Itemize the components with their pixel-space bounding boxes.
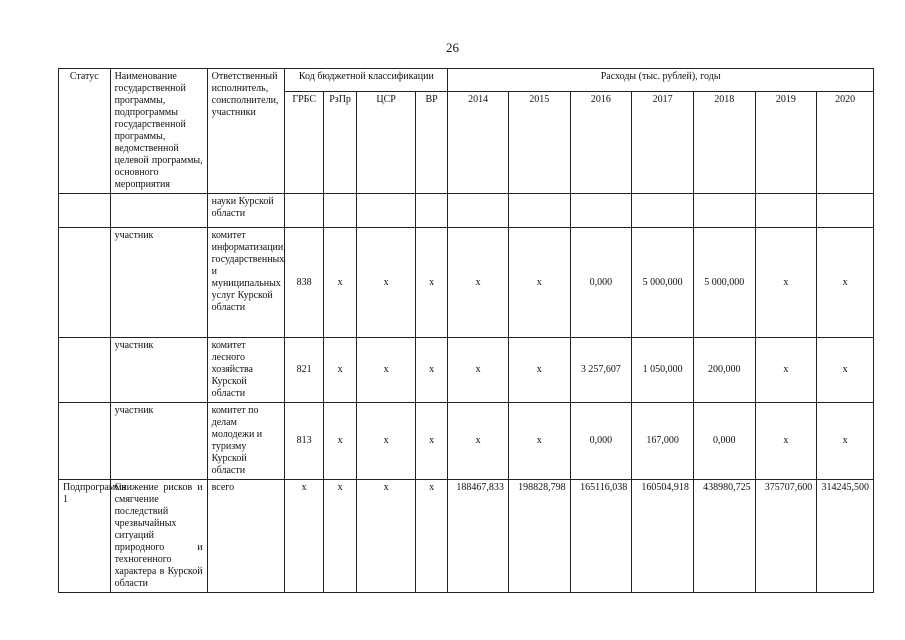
cell-value: 438980,725 [693, 480, 755, 593]
cell-value: 0,000 [570, 228, 632, 338]
cell-vr [415, 194, 447, 228]
cell-grbs [285, 194, 323, 228]
cell-vr: х [415, 338, 447, 403]
header-rzpr: РзПр [323, 91, 356, 193]
cell-value: 375707,600 [755, 480, 817, 593]
cell-rzpr [323, 194, 356, 228]
cell-value: х [508, 403, 570, 480]
cell-value [817, 194, 874, 228]
cell-executor: науки Курской области [207, 194, 285, 228]
cell-value: х [817, 338, 874, 403]
header-year: 2017 [632, 91, 694, 193]
cell-value: 198828,798 [508, 480, 570, 593]
cell-value: х [448, 403, 509, 480]
cell-value: 160504,918 [632, 480, 694, 593]
header-row-1 [59, 69, 874, 92]
cell-status [59, 194, 111, 228]
cell-value: х [817, 228, 874, 338]
header-year: 2014 [448, 91, 509, 193]
table-row [59, 228, 874, 338]
cell-grbs: 813 [285, 403, 323, 480]
cell-grbs: х [285, 480, 323, 593]
cell-rzpr: х [323, 338, 356, 403]
cell-status [59, 403, 111, 480]
cell-vr: х [415, 228, 447, 338]
cell-value [755, 194, 817, 228]
cell-value: х [755, 228, 817, 338]
cell-value [448, 194, 509, 228]
cell-value: х [508, 338, 570, 403]
cell-status [59, 338, 111, 403]
header-csr: ЦСР [357, 91, 416, 193]
cell-csr: х [357, 403, 416, 480]
cell-csr: х [357, 480, 416, 593]
cell-csr: х [357, 338, 416, 403]
table-row [59, 403, 874, 480]
cell-value: 314245,500 [817, 480, 874, 593]
cell-value: 1 050,000 [632, 338, 694, 403]
cell-rzpr: х [323, 403, 356, 480]
header-vr: ВР [415, 91, 447, 193]
cell-value: 5 000,000 [693, 228, 755, 338]
cell-name: участник [110, 228, 207, 338]
cell-value: 167,000 [632, 403, 694, 480]
cell-value: х [448, 338, 509, 403]
cell-value: 5 000,000 [632, 228, 694, 338]
cell-value: х [817, 403, 874, 480]
header-expenses: Расходы (тыс. рублей), годы [448, 69, 874, 92]
cell-executor: комитет лесного хозяйства Курской области [207, 338, 285, 403]
table-row [59, 480, 874, 593]
cell-grbs: 821 [285, 338, 323, 403]
header-executors: Ответственный исполнитель, соисполнители, участники [207, 69, 285, 194]
cell-name [110, 194, 207, 228]
header-name: Наименование государственной программы, подпрограммы государственной программы, ведомственной целевой программы, основного мероприятия [110, 69, 207, 194]
cell-value: 188467,833 [448, 480, 509, 593]
budget-table [58, 68, 874, 593]
table-row [59, 338, 874, 403]
table-row [59, 194, 874, 228]
cell-executor: всего [207, 480, 285, 593]
cell-vr: х [415, 480, 447, 593]
cell-value: 165116,038 [570, 480, 632, 593]
cell-value: х [448, 228, 509, 338]
cell-value: х [755, 338, 817, 403]
header-budget-code: Код бюджетной классификации [285, 69, 448, 92]
cell-rzpr: х [323, 228, 356, 338]
cell-csr: х [357, 228, 416, 338]
cell-rzpr: х [323, 480, 356, 593]
cell-value: 3 257,607 [570, 338, 632, 403]
page-number: 26 [446, 40, 459, 55]
cell-value: 0,000 [570, 403, 632, 480]
cell-value [570, 194, 632, 228]
cell-value [508, 194, 570, 228]
cell-executor: комитет по делам молодежи и туризму Курской области [207, 403, 285, 480]
cell-value: 200,000 [693, 338, 755, 403]
cell-executor: комитет информатизации, государственных и муниципальных услуг Курской области [207, 228, 285, 338]
header-year: 2020 [817, 91, 874, 193]
cell-value [632, 194, 694, 228]
cell-csr [357, 194, 416, 228]
header-year: 2018 [693, 91, 755, 193]
cell-name: участник [110, 338, 207, 403]
cell-grbs: 838 [285, 228, 323, 338]
header-grbs: ГРБС [285, 91, 323, 193]
cell-name: Снижение рисков и смягчение последствий чрезвычайных ситуаций природного и техногенного характера в Курской области [110, 480, 207, 593]
header-year: 2019 [755, 91, 817, 193]
cell-vr: х [415, 403, 447, 480]
header-status: Статус [59, 69, 111, 194]
cell-value: х [508, 228, 570, 338]
cell-value: 0,000 [693, 403, 755, 480]
header-year: 2015 [508, 91, 570, 193]
cell-status [59, 228, 111, 338]
cell-value [693, 194, 755, 228]
cell-name: участник [110, 403, 207, 480]
cell-status: Подпрограмма 1 [59, 480, 111, 593]
header-year: 2016 [570, 91, 632, 193]
cell-value: х [755, 403, 817, 480]
